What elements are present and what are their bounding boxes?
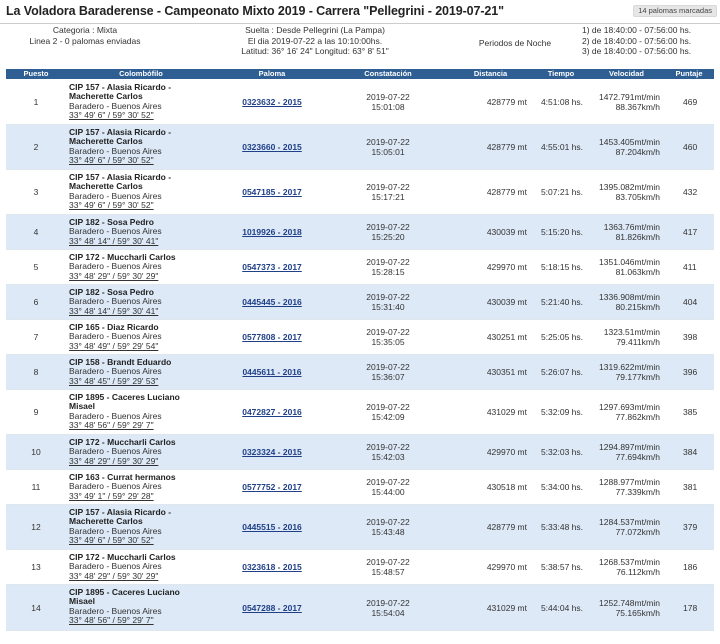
cell-velocidad [589,285,664,319]
cell-puntaje: 186 [683,562,698,572]
cell-colombofilo [66,285,216,319]
fancier-location: Baradero - Buenos Aires [69,261,162,272]
arrival-date: 2019-07-22 [366,442,410,452]
cell-colombofilo [66,585,216,630]
table-row [6,355,714,390]
arrival-date: 2019-07-22 [366,257,410,267]
fancier-coords: 33° 49' 6" / 59° 30' 52" [69,110,154,121]
cell-colombofilo [66,125,216,169]
speed-mpm: 1472.791mt/min [599,92,660,102]
cell-constatacion [328,550,448,584]
fancier-name: CIP 157 - Alasia Ricardo - [69,127,172,137]
cell-constatacion [328,470,448,504]
fancier-name: CIP 163 - Currat hermanos [69,472,176,482]
cell-puesto: 7 [33,332,39,342]
fancier-name: CIP 157 - Alasia Ricardo - [69,172,172,182]
cell-constatacion [328,390,448,434]
cell-colombofilo [66,470,216,504]
cell-tiempo: 5:25:05 hs. [540,332,583,342]
arrival-time: 15:42:03 [371,452,405,462]
cell-paloma [216,215,328,249]
fancier-name-cont: Macherette Carlos [69,91,143,102]
cell-puesto: 2 [33,142,39,152]
cell-puntaje: 381 [683,482,698,492]
cell-tiempo: 4:51:08 hs. [540,97,583,107]
cell-constatacion [328,320,448,354]
cell-tiempo: 5:33:48 hs. [540,522,583,532]
cell-distancia: 430518 mt [486,482,527,492]
fancier-location: Baradero - Buenos Aires [69,481,162,492]
arrival-date: 2019-07-22 [366,517,410,527]
header-distancia[interactable]: Distancia [473,69,508,78]
cell-distancia: 428779 mt [486,142,527,152]
table-row [6,250,714,285]
fancier-coords: 33° 48' 49" / 59° 29' 54" [69,340,159,351]
arrival-time: 15:43:48 [371,527,405,537]
cell-puesto: 5 [33,262,39,272]
speed-kmh: 83.705km/h [615,192,660,202]
table-row [6,550,714,585]
cell-distancia: 428779 mt [486,97,527,107]
cell-constatacion [328,215,448,249]
cell-colombofilo [66,435,216,469]
cell-colombofilo [66,505,216,549]
fancier-location: Baradero - Buenos Aires [69,366,162,377]
arrival-date: 2019-07-22 [366,327,410,337]
speed-kmh: 87.204km/h [615,147,660,157]
cell-distancia: 428779 mt [486,187,527,197]
cell-constatacion [328,355,448,389]
cell-puntaje: 432 [683,187,698,197]
speed-kmh: 75.165km/h [615,607,660,618]
fancier-location: Baradero - Buenos Aires [69,410,162,421]
arrival-date: 2019-07-22 [366,557,410,567]
speed-mpm: 1395.082mt/min [599,182,660,192]
cell-puntaje: 417 [683,227,698,237]
cell-puntaje: 396 [683,367,698,377]
speed-mpm: 1363.76mt/min [603,222,660,232]
speed-kmh: 77.339km/h [615,487,660,497]
cell-paloma [216,550,328,584]
cell-constatacion [328,435,448,469]
cell-puntaje: 398 [683,332,698,342]
table-row [6,80,714,125]
arrival-time: 15:35:05 [371,337,405,347]
table-row [6,170,714,215]
arrival-date: 2019-07-22 [366,182,410,192]
arrival-time: 15:17:21 [371,192,405,202]
fancier-name: CIP 157 - Alasia Ricardo - [69,82,172,92]
cell-colombofilo [66,80,216,124]
cell-constatacion [328,285,448,319]
cell-colombofilo [66,320,216,354]
cell-tiempo: 5:38:57 hs. [540,562,583,572]
fancier-name: CIP 172 - Muccharli Carlos [69,437,176,447]
release-coords: Latitud: 36° 16' 24" Longitud: 63° 8' 51" [241,46,389,56]
speed-mpm: 1336.908mt/min [599,292,660,302]
fancier-name: CIP 158 - Brandt Eduardo [69,357,172,367]
speed-mpm: 1268.537mt/min [599,557,660,567]
arrival-date: 2019-07-22 [366,362,410,372]
table-row [6,215,714,250]
fancier-name-cont: Macherette Carlos [69,181,143,192]
ring-link[interactable]: 0323324 - 2015 [242,447,302,457]
cell-velocidad [589,170,664,214]
cell-constatacion [328,170,448,214]
speed-mpm: 1297.693mt/min [599,402,660,412]
cell-velocidad [589,80,664,124]
fancier-location: Baradero - Buenos Aires [69,446,162,457]
arrival-date: 2019-07-22 [366,402,410,412]
fancier-location: Baradero - Buenos Aires [69,605,162,616]
cell-constatacion [328,250,448,284]
speed-mpm: 1284.537mt/min [599,517,660,527]
header-constatacion[interactable]: Constatación [364,69,412,78]
fancier-coords: 33° 48' 45" / 59° 29' 53" [69,375,159,386]
arrival-time: 15:28:15 [371,267,405,277]
category-info [10,25,160,65]
cell-paloma [216,170,328,214]
cell-distancia: 431029 mt [486,407,527,417]
cell-distancia: 428779 mt [486,522,527,532]
speed-kmh: 77.072km/h [615,527,660,537]
cell-paloma [216,585,328,630]
release-info [225,25,405,65]
header-paloma[interactable]: Paloma [258,69,286,78]
fancier-name: CIP 165 - Diaz Ricardo [69,322,159,332]
arrival-date: 2019-07-22 [366,292,410,302]
cell-constatacion [328,585,448,630]
fancier-name: CIP 157 - Alasia Ricardo - [69,507,172,517]
fancier-name: CIP 1895 - Caceres Luciano [69,587,180,597]
line-label: Linea 2 - 0 palomas enviadas [29,35,141,46]
cell-tiempo: 5:21:40 hs. [540,297,583,307]
ring-link[interactable]: 0577752 - 2017 [242,482,302,492]
arrival-time: 15:05:01 [371,147,405,157]
table-row [6,390,714,435]
cell-colombofilo [66,170,216,214]
cell-colombofilo [66,215,216,249]
cell-velocidad [589,355,664,389]
results-table [6,80,714,644]
cell-puntaje: 469 [683,97,698,107]
speed-kmh: 79.177km/h [615,372,660,382]
release-date: El dia 2019-07-22 a las 10:10:00hs. [247,35,383,46]
page-title: La Voladora Baraderense - Campeonato Mixto 2019 - Carrera "Pellegrini - 2019-07-21" [6,4,504,18]
arrival-time: 15:36:07 [371,372,405,382]
cell-puesto: 9 [33,407,39,417]
ring-link[interactable]: 0472827 - 2016 [242,407,302,417]
fancier-coords: 33° 49' 6" / 59° 30' 52" [69,200,154,211]
table-row [6,320,714,355]
arrival-time: 15:25:20 [371,232,405,242]
fancier-name: CIP 172 - Muccharli Carlos [69,552,176,562]
cell-paloma [216,250,328,284]
cell-constatacion [328,125,448,169]
table-row [6,285,714,320]
cell-paloma [216,125,328,169]
speed-kmh: 76.112km/h [616,567,660,577]
cell-velocidad [589,435,664,469]
speed-kmh: 81.063km/h [615,267,660,277]
cell-tiempo: 5:32:03 hs. [540,447,583,457]
fancier-coords: 33° 49' 6" / 59° 30' 52" [69,155,154,166]
cell-puntaje: 411 [683,262,697,272]
cell-puesto: 6 [33,297,39,307]
arrival-time: 15:01:08 [371,102,405,112]
fancier-name: CIP 182 - Sosa Pedro [69,287,154,297]
cell-colombofilo [66,355,216,389]
cell-puntaje: 404 [683,297,698,307]
cell-distancia: 430251 mt [486,332,527,342]
cell-distancia: 429970 mt [486,262,527,272]
ring-link[interactable]: 0323660 - 2015 [242,142,302,152]
cell-tiempo: 5:15:20 hs. [540,227,583,237]
arrival-date: 2019-07-22 [366,477,410,487]
night-periods-label: Periodos de Noche [478,38,552,48]
speed-kmh: 79.411km/h [616,337,660,347]
fancier-location: Baradero - Buenos Aires [69,561,162,572]
fancier-coords: 33° 48' 56" / 59° 29' 7" [69,420,154,431]
header-puesto[interactable]: Puesto [23,69,49,78]
speed-mpm: 1453.405mt/min [599,137,660,147]
cell-paloma [216,285,328,319]
fancier-name-cont: Misael [69,401,95,412]
night-periods-list [582,25,716,65]
arrival-time: 15:31:40 [371,302,405,312]
fancier-location: Baradero - Buenos Aires [69,190,162,201]
cell-puesto: 11 [31,482,41,492]
marked-pigeons-badge: 14 palomas marcadas [633,5,717,17]
cell-puntaje: 460 [683,142,698,152]
arrival-date: 2019-07-22 [366,92,410,102]
cell-puesto: 8 [33,367,39,377]
cell-tiempo: 4:55:01 hs. [540,142,583,152]
cell-puntaje: 384 [683,447,698,457]
cell-puesto: 1 [33,97,39,107]
fancier-location: Baradero - Buenos Aires [69,331,162,342]
header-velocidad[interactable]: Velocidad [608,69,644,78]
speed-kmh: 88.367km/h [615,102,660,112]
fancier-name-cont: Misael [69,596,95,607]
ring-link[interactable]: 1019926 - 2018 [242,227,302,237]
header-tiempo[interactable]: Tiempo [547,69,575,78]
cell-velocidad [589,390,664,434]
cell-velocidad [589,470,664,504]
cell-puesto: 10 [31,447,41,457]
speed-kmh: 81.826km/h [615,232,660,242]
speed-mpm: 1288.977mt/min [599,477,660,487]
cell-paloma [216,505,328,549]
header-puntaje[interactable]: Puntaje [675,69,703,78]
table-row [6,470,714,505]
cell-velocidad [589,320,664,354]
cell-tiempo: 5:26:07 hs. [540,367,583,377]
arrival-date: 2019-07-22 [366,222,410,232]
table-header [6,69,714,79]
fancier-coords: 33° 48' 14" / 59° 30' 41" [69,235,159,246]
speed-mpm: 1351.046mt/min [599,257,660,267]
cell-constatacion [328,505,448,549]
fancier-location: Baradero - Buenos Aires [69,226,162,237]
cell-tiempo: 5:34:00 hs. [540,482,583,492]
night-period: 1) de 18:40:00 - 07:56:00 hs. [582,25,692,35]
cell-paloma [216,80,328,124]
speed-mpm: 1252.748mt/min [599,597,660,608]
ring-link[interactable]: 0323618 - 2015 [242,562,302,572]
fancier-name-cont: Macherette Carlos [69,516,143,527]
cell-distancia: 430039 mt [486,227,527,237]
speed-kmh: 77.862km/h [615,412,660,422]
ring-link[interactable]: 0445611 - 2016 [242,367,302,377]
cell-paloma [216,355,328,389]
fancier-coords: 33° 48' 56" / 59° 29' 7" [69,615,154,626]
arrival-time: 15:54:04 [371,607,405,618]
cell-velocidad [589,505,664,549]
cell-velocidad [589,250,664,284]
ring-link[interactable]: 0323632 - 2015 [242,97,302,107]
fancier-name: CIP 1895 - Caceres Luciano [69,392,180,402]
release-place: Suelta : Desde Pellegrini (La Pampa) [245,25,385,35]
fancier-location: Baradero - Buenos Aires [69,145,162,156]
fancier-coords: 33° 49' 1" / 59° 29' 28" [69,490,154,501]
cell-paloma [216,390,328,434]
speed-kmh: 80.215km/h [615,302,660,312]
cell-puesto: 13 [31,562,41,572]
cell-puntaje: 178 [683,602,698,613]
cell-constatacion [328,80,448,124]
cell-tiempo: 5:44:04 hs. [540,602,583,613]
fancier-coords: 33° 48' 29" / 59° 30' 29" [69,270,159,281]
speed-kmh: 77.694km/h [615,452,660,462]
category-label: Categoria : Mixta [52,25,118,35]
cell-puesto: 14 [31,602,41,613]
cell-velocidad [589,125,664,169]
cell-puesto: 4 [33,227,39,237]
arrival-date: 2019-07-22 [366,597,410,608]
cell-puesto: 12 [31,522,41,532]
ring-link[interactable]: 0577808 - 2017 [242,332,302,342]
cell-velocidad [589,215,664,249]
table-row [6,435,714,470]
cell-puesto: 3 [33,187,39,197]
fancier-location: Baradero - Buenos Aires [69,100,162,111]
arrival-time: 15:48:57 [371,567,405,577]
cell-paloma [216,435,328,469]
table-row [6,585,714,631]
fancier-coords: 33° 48' 29" / 59° 30' 29" [69,455,159,466]
title-bar [0,0,720,24]
cell-tiempo: 5:07:21 hs. [540,187,583,197]
table-row [6,505,714,550]
fancier-name: CIP 172 - Muccharli Carlos [69,252,176,262]
cell-paloma [216,470,328,504]
fancier-coords: 33° 48' 14" / 59° 30' 41" [69,305,159,316]
cell-paloma [216,320,328,354]
speed-mpm: 1319.622mt/min [599,362,660,372]
cell-colombofilo [66,550,216,584]
night-period: 3) de 18:40:00 - 07:56:00 hs. [582,46,692,56]
fancier-name-cont: Macherette Carlos [69,136,143,147]
cell-distancia: 430039 mt [486,297,527,307]
fancier-location: Baradero - Buenos Aires [69,525,162,536]
ring-link[interactable]: 0547288 - 2017 [242,602,302,613]
speed-mpm: 1294.897mt/min [599,442,660,452]
ring-link[interactable]: 0445515 - 2016 [242,522,302,532]
night-period: 2) de 18:40:00 - 07:56:00 hs. [582,35,692,46]
arrival-time: 15:44:00 [371,487,405,497]
cell-tiempo: 5:18:15 hs. [540,262,583,272]
ring-link[interactable]: 0547373 - 2017 [242,262,302,272]
cell-distancia: 430351 mt [486,367,527,377]
arrival-time: 15:42:09 [371,412,405,422]
fancier-coords: 33° 49' 6" / 59° 30' 52" [69,535,154,546]
cell-distancia: 429970 mt [486,447,527,457]
cell-distancia: 431029 mt [486,602,527,613]
fancier-name: CIP 182 - Sosa Pedro [69,217,154,227]
arrival-date: 2019-07-22 [366,137,410,147]
cell-tiempo: 5:32:09 hs. [540,407,583,417]
cell-velocidad [589,550,664,584]
cell-colombofilo [66,390,216,434]
header-colombofilo[interactable]: Colombófilo [119,69,163,78]
fancier-coords: 33° 48' 29" / 59° 30' 29" [69,570,159,581]
table-row [6,125,714,170]
ring-link[interactable]: 0547185 - 2017 [242,187,302,197]
cell-puntaje: 385 [683,407,698,417]
ring-link[interactable]: 0445445 - 2016 [242,297,302,307]
cell-puntaje: 379 [683,522,698,532]
cell-distancia: 429970 mt [486,562,527,572]
cell-velocidad [589,585,664,630]
fancier-location: Baradero - Buenos Aires [69,296,162,307]
cell-colombofilo [66,250,216,284]
speed-mpm: 1323.51mt/min [603,327,660,337]
